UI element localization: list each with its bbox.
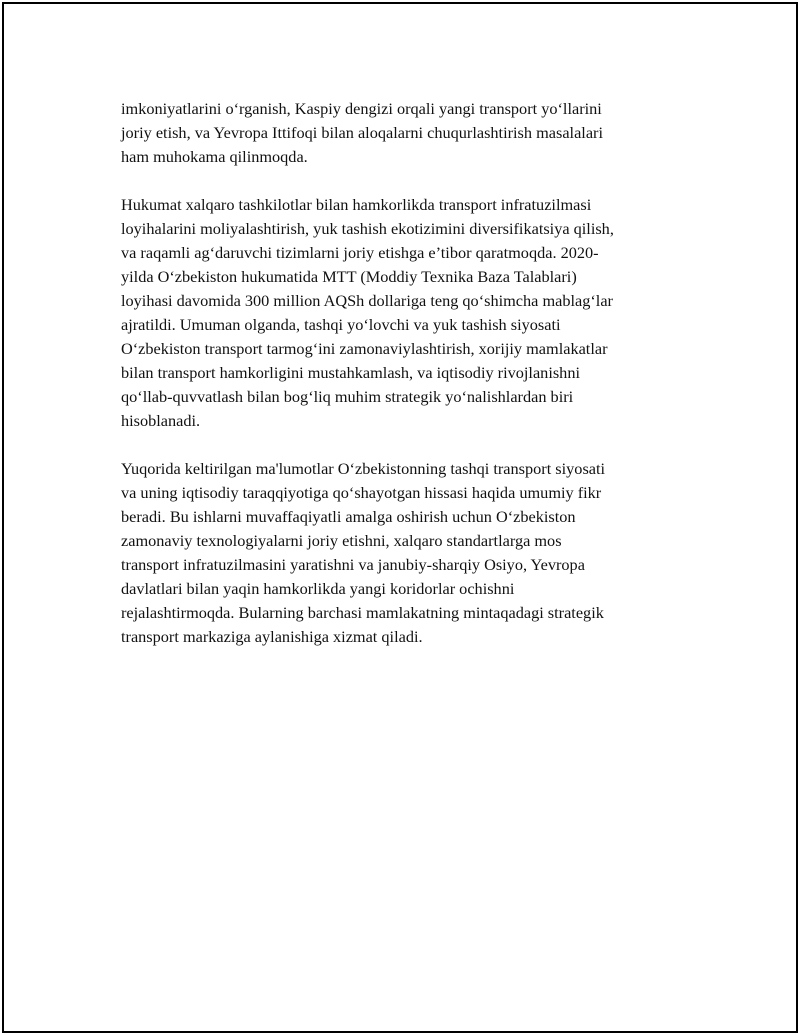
paragraph-1: imkoniyatlarini o‘rganish, Kaspiy dengizi orqali yangi transport yo‘llarini joriy etish, va Yevropa Ittifoqi bilan aloqalarni chuqurlashtirish masalalari ham muhokama qilinmoqda. (121, 99, 603, 166)
paragraph-2: Hukumat xalqaro tashkilotlar bilan hamkorlikda transport infratuzilmasi loyihalarini moliyalashtirish, yuk tashish ekotizimini diversifikatsiya qilish, va raqamli ag‘daruvchi tizimlarni joriy etishga e’tibor qaratmoqda. 2020- yilda O‘zbekiston hukumatida MTT (Moddiy Texnika Baza Talablari) loyihasi davomida 300 million AQSh dollariga teng qo‘shimcha mablag‘lar ajratildi. Umuman olganda, tashqi yo‘lovchi va yuk tashish siyosati O‘zbekiston transport tarmog‘ini zamonaviylashtirish, xorijiy mamlakatlar bilan transport hamkorligini mustahkamlash, va iqtisodiy rivojlanishni qo‘llab-quvvatlash bilan bog‘liq muhim strategik yo‘nalishlardan biri hisoblanadi. (121, 195, 614, 430)
page-frame (2, 2, 798, 1033)
document-body (121, 97, 691, 673)
paragraph-3: Yuqorida keltirilgan ma'lumotlar O‘zbekistonning tashqi transport siyosati va uning iqtisodiy taraqqiyotiga qo‘shayotgan hissasi haqida umumiy fikr beradi. Bu ishlarni muvaffaqiyatli amalga oshirish uchun O‘zbekiston zamonaviy texnologiyalarni joriy etishni, xalqaro standartlarga mos transport infratuzilmasini yaratishni va janubiy-sharqiy Osiyo, Yevropa davlatlari bilan yaqin hamkorlikda yangi koridorlar ochishni rejalashtirmoqda. Bularning barchasi mamlakatning mintaqadagi strategik transport markaziga aylanishiga xizmat qiladi. (121, 459, 606, 646)
